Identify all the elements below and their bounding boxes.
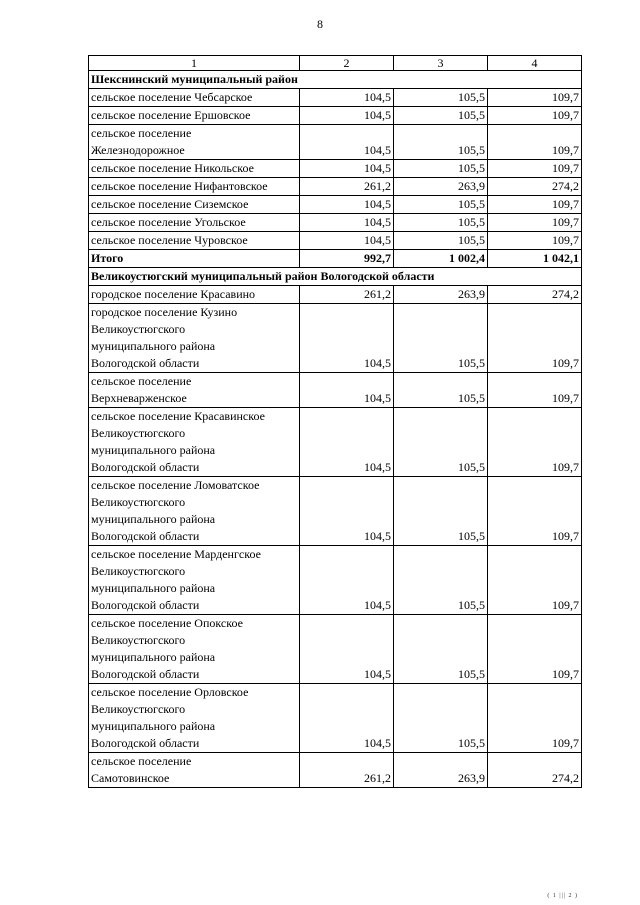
settlement-name: сельское поселение Чуровское [89,232,300,250]
table-row [89,232,582,250]
value-col-4: 274,2 [488,178,582,196]
total-row [89,250,582,268]
section-row [89,268,582,286]
table-row [89,125,582,160]
value-col-3: 105,5 [394,408,488,477]
value-col-4: 109,7 [488,214,582,232]
value-col-3: 105,5 [394,214,488,232]
value-col-3: 1 002,4 [394,250,488,268]
table-row [89,684,582,753]
value-col-4: 109,7 [488,160,582,178]
value-col-2: 104,5 [300,408,394,477]
settlement-name: сельское поселение Нифантовское [89,178,300,196]
settlement-name: сельское поселение Красавинское Великоустюгского муниципального района Вологодской области [89,408,300,477]
table-row [89,196,582,214]
value-col-2: 104,5 [300,160,394,178]
value-col-2: 104,5 [300,196,394,214]
value-col-4: 109,7 [488,546,582,615]
value-col-4: 109,7 [488,684,582,753]
value-col-4: 109,7 [488,125,582,160]
value-col-3: 105,5 [394,196,488,214]
value-col-2: 104,5 [300,107,394,125]
value-col-3: 105,5 [394,477,488,546]
table-row [89,214,582,232]
settlement-name: сельское поселение Никольское [89,160,300,178]
value-col-3: 263,9 [394,286,488,304]
value-col-2: 104,5 [300,546,394,615]
value-col-3: 105,5 [394,107,488,125]
settlement-name: сельское поселение Ершовское [89,107,300,125]
table-header-row [89,56,582,71]
table-row [89,373,582,408]
value-col-4: 274,2 [488,753,582,788]
value-col-2: 104,5 [300,125,394,160]
table-row [89,304,582,373]
value-col-4: 109,7 [488,232,582,250]
settlement-name: сельское поселение Сиземское [89,196,300,214]
value-col-2: 992,7 [300,250,394,268]
table-row [89,89,582,107]
settlement-name: сельское поселение Марденгское Великоустюгского муниципального района Вологодской области [89,546,300,615]
value-col-3: 105,5 [394,89,488,107]
value-col-3: 263,9 [394,753,488,788]
value-col-2: 261,2 [300,178,394,196]
value-col-4: 274,2 [488,286,582,304]
table-row [89,615,582,684]
value-col-2: 104,5 [300,615,394,684]
section-title: Великоустюгский муниципальный район Вологодской области [89,268,582,286]
value-col-4: 109,7 [488,408,582,477]
settlement-name: Итого [89,250,300,268]
value-col-2: 104,5 [300,232,394,250]
value-col-3: 105,5 [394,125,488,160]
column-header-2: 2 [300,56,394,71]
section-title: Шекснинский муниципальный район [89,71,582,89]
value-col-3: 105,5 [394,615,488,684]
value-col-4: 109,7 [488,615,582,684]
table-row [89,546,582,615]
value-col-2: 104,5 [300,684,394,753]
value-col-4: 1 042,1 [488,250,582,268]
table-row [89,286,582,304]
settlement-name: сельское поселение Чебсарское [89,89,300,107]
value-col-3: 263,9 [394,178,488,196]
settlement-name: сельское поселение Угольское [89,214,300,232]
settlement-name: сельское поселение Орловское Великоустюгского муниципального района Вологодской области [89,684,300,753]
value-col-3: 105,5 [394,373,488,408]
value-col-4: 109,7 [488,373,582,408]
table-row [89,160,582,178]
value-col-3: 105,5 [394,304,488,373]
value-col-3: 105,5 [394,232,488,250]
value-col-4: 109,7 [488,304,582,373]
value-col-2: 104,5 [300,477,394,546]
subsidy-table [88,55,582,788]
column-header-3: 3 [394,56,488,71]
settlement-name: городское поселение Кузино Великоустюгского муниципального района Вологодской области [89,304,300,373]
settlement-name: сельское поселение Верхневарженское [89,373,300,408]
value-col-3: 105,5 [394,160,488,178]
value-col-2: 104,5 [300,304,394,373]
table-row [89,477,582,546]
section-row [89,71,582,89]
value-col-3: 105,5 [394,546,488,615]
table-row [89,178,582,196]
page-number: 8 [317,17,323,31]
footer-mark: ( 1 ||| 2 ) [547,893,578,899]
table-row [89,753,582,788]
value-col-2: 104,5 [300,89,394,107]
value-col-2: 104,5 [300,214,394,232]
table-row [89,107,582,125]
value-col-2: 261,2 [300,286,394,304]
settlement-name: сельское поселение Ломоватское Великоустюгского муниципального района Вологодской области [89,477,300,546]
column-header-4: 4 [488,56,582,71]
settlement-name: сельское поселение Опокское Великоустюгского муниципального района Вологодской области [89,615,300,684]
value-col-3: 105,5 [394,684,488,753]
value-col-4: 109,7 [488,477,582,546]
value-col-4: 109,7 [488,196,582,214]
column-header-1: 1 [89,56,300,71]
value-col-2: 104,5 [300,373,394,408]
table-row [89,408,582,477]
settlement-name: сельское поселение Железнодорожное [89,125,300,160]
value-col-2: 261,2 [300,753,394,788]
value-col-4: 109,7 [488,89,582,107]
value-col-4: 109,7 [488,107,582,125]
settlement-name: сельское поселение Самотовинское [89,753,300,788]
settlement-name: городское поселение Красавино [89,286,300,304]
